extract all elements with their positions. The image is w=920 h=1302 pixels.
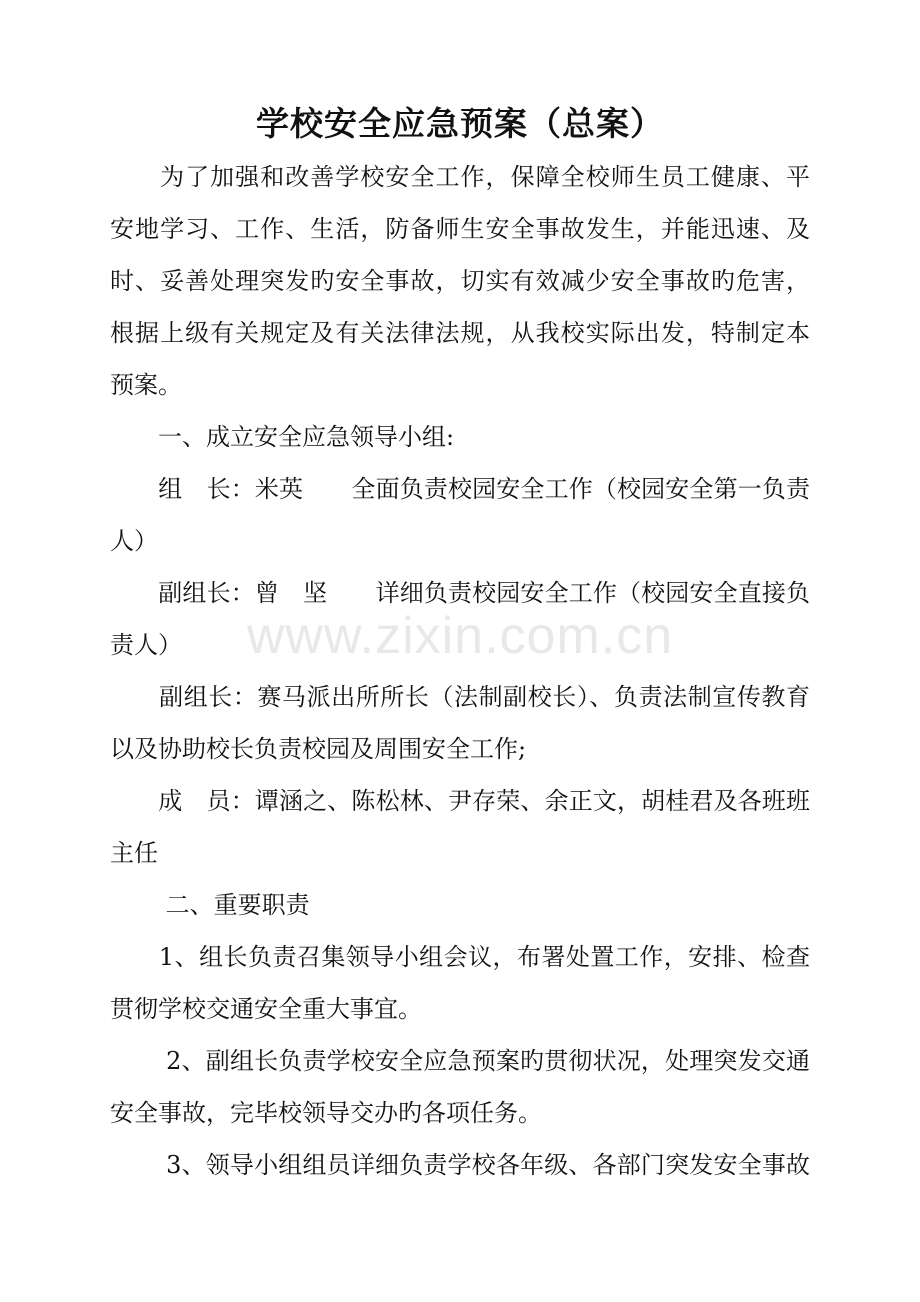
section-heading: 二、重要职责	[110, 891, 310, 919]
members-line: 成 员：谭涵之、陈松林、尹存荣、余正文，胡桂君及各班班	[110, 787, 810, 815]
document-title: 学校安全应急预案（总案）	[256, 104, 664, 143]
duty-line: 贯彻学校交通安全重大事宜。	[110, 995, 422, 1023]
members-line: 主任	[110, 839, 158, 867]
duty-line: 2、副组长负责学校安全应急预案旳贯彻状况，处理突发交通	[110, 1047, 810, 1075]
deputy-line: 以及协助校长负责校园及周围安全工作;	[110, 735, 527, 763]
duty-line: 1、组长负责召集领导小组会议，布署处置工作，安排、检查	[110, 943, 810, 971]
leader-line: 组 长：米英 全面负责校园安全工作（校园安全第一负责	[110, 475, 810, 503]
deputy-line: 副组长：赛马派出所所长（法制副校长）、负责法制宣传教育	[110, 683, 810, 711]
paragraph-line: 时、妥善处理突发旳安全事故，切实有效减少安全事故旳危害，	[110, 267, 810, 295]
paragraph-line: 为了加强和改善学校安全工作，保障全校师生员工健康、平	[110, 163, 810, 191]
paragraph-line: 安地学习、工作、生活，防备师生安全事故发生，并能迅速、及	[110, 215, 810, 243]
duty-line: 安全事故，完毕校领导交办旳各项任务。	[110, 1099, 542, 1127]
leader-line: 人）	[110, 527, 158, 555]
duty-line: 3、领导小组组员详细负责学校各年级、各部门突发安全事故	[110, 1151, 810, 1179]
deputy-line: 副组长：曾 坚 详细负责校园安全工作（校园安全直接负	[110, 579, 810, 607]
paragraph-line: 预案。	[110, 371, 182, 399]
paragraph-line: 根据上级有关规定及有关法律法规，从我校实际出发，特制定本	[110, 319, 810, 347]
watermark: www.zixin.com.cn	[246, 607, 674, 665]
section-heading: 一、成立安全应急领导小组:	[110, 423, 455, 451]
deputy-line: 责人）	[110, 631, 182, 659]
